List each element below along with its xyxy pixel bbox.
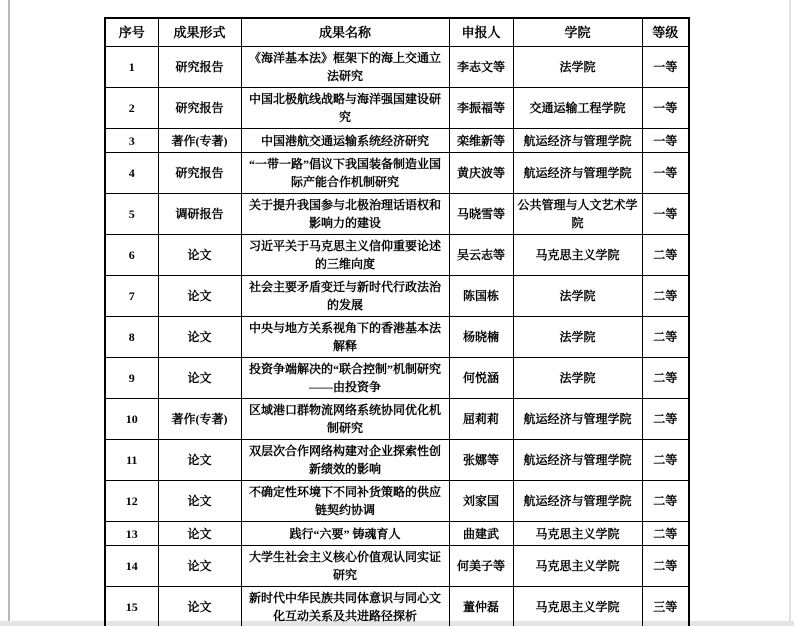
results-table-header xyxy=(105,18,689,47)
cell-form: 研究报告 xyxy=(158,88,241,129)
column-header: 成果名称 xyxy=(241,18,449,47)
cell-no: 7 xyxy=(105,276,158,317)
cell-grade: 二等 xyxy=(642,358,689,399)
cell-college: 公共管理与人文艺术学院 xyxy=(513,194,642,235)
cell-applicant: 李志文等 xyxy=(449,47,513,88)
cell-name: “一带一路”倡议下我国装备制造业国际产能合作机制研究 xyxy=(241,153,449,194)
cell-form: 论文 xyxy=(158,587,241,626)
cell-grade: 一等 xyxy=(642,88,689,129)
table-row xyxy=(105,194,689,235)
column-header: 学院 xyxy=(513,18,642,47)
table-row xyxy=(105,546,689,587)
cell-grade: 二等 xyxy=(642,276,689,317)
cell-no: 5 xyxy=(105,194,158,235)
results-table xyxy=(104,17,690,626)
cell-no: 6 xyxy=(105,235,158,276)
table-row xyxy=(105,88,689,129)
cell-college: 马克思主义学院 xyxy=(513,587,642,626)
cell-name: 新时代中华民族共同体意识与同心文化互动关系及共进路径探析 xyxy=(241,587,449,626)
cell-college: 马克思主义学院 xyxy=(513,235,642,276)
cell-applicant: 曲建武 xyxy=(449,522,513,546)
cell-form: 论文 xyxy=(158,481,241,522)
cell-no: 9 xyxy=(105,358,158,399)
cell-applicant: 黄庆波等 xyxy=(449,153,513,194)
cell-grade: 二等 xyxy=(642,481,689,522)
cell-grade: 二等 xyxy=(642,440,689,481)
cell-name: 践行“六要” 铸魂育人 xyxy=(241,522,449,546)
cell-name: 习近平关于马克思主义信仰重要论述的三维向度 xyxy=(241,235,449,276)
table-row xyxy=(105,481,689,522)
cell-form: 论文 xyxy=(158,358,241,399)
cell-name: 投资争端解决的“联合控制”机制研究——由投资争 xyxy=(241,358,449,399)
cell-name: 区域港口群物流网络系统协同优化机制研究 xyxy=(241,399,449,440)
cell-no: 11 xyxy=(105,440,158,481)
cell-no: 14 xyxy=(105,546,158,587)
cell-college: 马克思主义学院 xyxy=(513,522,642,546)
cell-form: 论文 xyxy=(158,546,241,587)
cell-college: 马克思主义学院 xyxy=(513,546,642,587)
cell-form: 研究报告 xyxy=(158,153,241,194)
cell-grade: 二等 xyxy=(642,522,689,546)
cell-form: 研究报告 xyxy=(158,47,241,88)
cell-applicant: 吴云志等 xyxy=(449,235,513,276)
cell-grade: 二等 xyxy=(642,235,689,276)
cell-applicant: 李振福等 xyxy=(449,88,513,129)
cell-college: 交通运输工程学院 xyxy=(513,88,642,129)
cell-no: 4 xyxy=(105,153,158,194)
cell-name: 双层次合作网络构建对企业探索性创新绩效的影响 xyxy=(241,440,449,481)
table-row xyxy=(105,235,689,276)
table-row xyxy=(105,47,689,88)
column-header: 申报人 xyxy=(449,18,513,47)
cell-name: 中国港航交通运输系统经济研究 xyxy=(241,129,449,153)
cell-applicant: 何悦涵 xyxy=(449,358,513,399)
cell-name: 中国北极航线战略与海洋强国建设研究 xyxy=(241,88,449,129)
table-row xyxy=(105,587,689,626)
cell-no: 13 xyxy=(105,522,158,546)
cell-applicant: 陈国栋 xyxy=(449,276,513,317)
cell-applicant: 杨晓楠 xyxy=(449,317,513,358)
cell-name: 中央与地方关系视角下的香港基本法解释 xyxy=(241,317,449,358)
cell-no: 1 xyxy=(105,47,158,88)
cell-grade: 二等 xyxy=(642,399,689,440)
cell-no: 2 xyxy=(105,88,158,129)
cell-name: 关于提升我国参与北极治理话语权和影响力的建设 xyxy=(241,194,449,235)
cell-form: 论文 xyxy=(158,440,241,481)
cell-college: 法学院 xyxy=(513,276,642,317)
cell-no: 3 xyxy=(105,129,158,153)
cell-college: 航运经济与管理学院 xyxy=(513,440,642,481)
results-table-body xyxy=(105,47,689,626)
cell-form: 论文 xyxy=(158,522,241,546)
table-row xyxy=(105,358,689,399)
cell-name: 《海洋基本法》框架下的海上交通立法研究 xyxy=(241,47,449,88)
cell-college: 航运经济与管理学院 xyxy=(513,129,642,153)
cell-applicant: 张娜等 xyxy=(449,440,513,481)
cell-grade: 一等 xyxy=(642,47,689,88)
cell-college: 航运经济与管理学院 xyxy=(513,399,642,440)
cell-grade: 二等 xyxy=(642,317,689,358)
cell-grade: 一等 xyxy=(642,129,689,153)
column-header: 等级 xyxy=(642,18,689,47)
cell-college: 法学院 xyxy=(513,47,642,88)
table-row xyxy=(105,129,689,153)
cell-no: 8 xyxy=(105,317,158,358)
table-row xyxy=(105,317,689,358)
table-row xyxy=(105,440,689,481)
cell-applicant: 刘家国 xyxy=(449,481,513,522)
cell-applicant: 栾维新等 xyxy=(449,129,513,153)
page-edge-left xyxy=(8,0,10,621)
cell-no: 12 xyxy=(105,481,158,522)
cell-applicant: 何美子等 xyxy=(449,546,513,587)
cell-no: 15 xyxy=(105,587,158,626)
cell-no: 10 xyxy=(105,399,158,440)
cell-form: 论文 xyxy=(158,317,241,358)
cell-grade: 三等 xyxy=(642,587,689,626)
cell-grade: 一等 xyxy=(642,194,689,235)
cell-college: 航运经济与管理学院 xyxy=(513,153,642,194)
cell-name: 社会主要矛盾变迁与新时代行政法治的发展 xyxy=(241,276,449,317)
cell-form: 著作(专著) xyxy=(158,129,241,153)
table-row xyxy=(105,399,689,440)
column-header: 成果形式 xyxy=(158,18,241,47)
table-row xyxy=(105,153,689,194)
cell-grade: 一等 xyxy=(642,153,689,194)
cell-name: 大学生社会主义核心价值观认同实证研究 xyxy=(241,546,449,587)
cell-college: 法学院 xyxy=(513,317,642,358)
table-row xyxy=(105,522,689,546)
cell-applicant: 马晓雪等 xyxy=(449,194,513,235)
cell-grade: 二等 xyxy=(642,546,689,587)
column-header: 序号 xyxy=(105,18,158,47)
cell-applicant: 屈莉莉 xyxy=(449,399,513,440)
page-edge-right xyxy=(789,0,791,621)
table-row xyxy=(105,276,689,317)
cell-college: 法学院 xyxy=(513,358,642,399)
cell-applicant: 董仲磊 xyxy=(449,587,513,626)
cell-form: 著作(专著) xyxy=(158,399,241,440)
header-row xyxy=(105,18,689,47)
cell-college: 航运经济与管理学院 xyxy=(513,481,642,522)
cell-form: 论文 xyxy=(158,235,241,276)
cell-form: 论文 xyxy=(158,276,241,317)
cell-form: 调研报告 xyxy=(158,194,241,235)
cell-name: 不确定性环境下不同补货策略的供应链契约协调 xyxy=(241,481,449,522)
